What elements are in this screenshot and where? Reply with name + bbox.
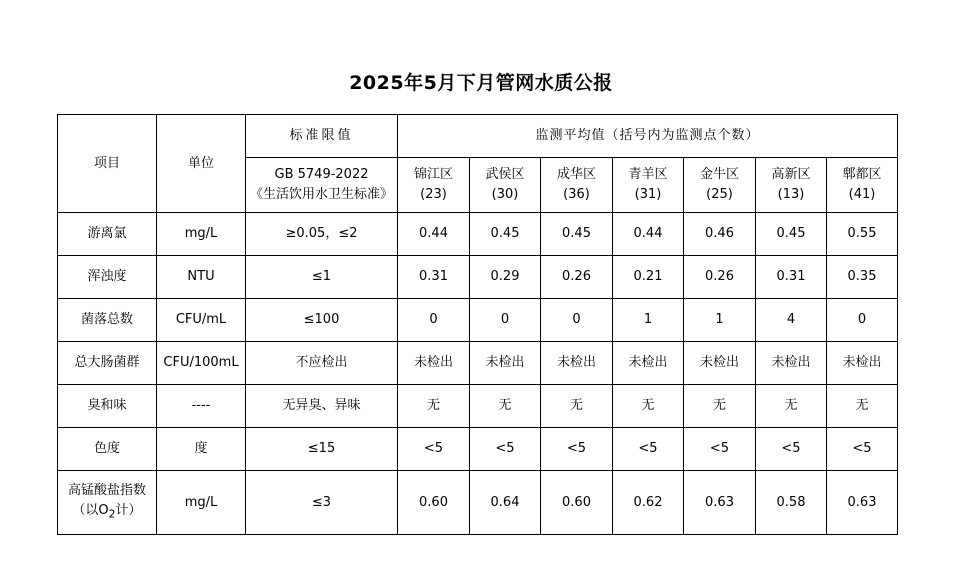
row-value: 无 xyxy=(756,385,827,428)
district-name: 武侯区 xyxy=(485,167,525,182)
row-value: 0.44 xyxy=(613,213,684,256)
row-value: 未检出 xyxy=(613,342,684,385)
row-item: 菌落总数 xyxy=(58,299,157,342)
row-value: 4 xyxy=(756,299,827,342)
district-name: 锦江区 xyxy=(413,167,453,182)
row-limit: ≤15 xyxy=(246,428,398,471)
page-title: 2025年5月下月管网水质公报 xyxy=(349,72,613,94)
table-row xyxy=(58,342,898,385)
table-row xyxy=(58,299,898,342)
row-value: 无 xyxy=(470,385,541,428)
district-name: 高新区 xyxy=(771,167,811,182)
row-value: <5 xyxy=(684,428,756,471)
standard-name: 《生活饮用水卫生标准》 xyxy=(249,187,393,202)
row-value: 无 xyxy=(398,385,470,428)
row-item xyxy=(58,471,157,535)
table-row xyxy=(58,256,898,299)
district-name: 金牛区 xyxy=(699,167,739,182)
row-value: 0.64 xyxy=(470,471,541,535)
district-name: 郫都区 xyxy=(842,167,882,182)
table-row xyxy=(58,428,898,471)
row-value: <5 xyxy=(827,428,898,471)
row-value: 未检出 xyxy=(827,342,898,385)
row-value: 无 xyxy=(684,385,756,428)
row-value: 0.63 xyxy=(827,471,898,535)
district-name: 青羊区 xyxy=(628,167,668,182)
row-value: <5 xyxy=(470,428,541,471)
row-value: <5 xyxy=(613,428,684,471)
row-value: 0.35 xyxy=(827,256,898,299)
row-value: 0.44 xyxy=(398,213,470,256)
water-quality-table xyxy=(57,114,898,535)
row-unit: 度 xyxy=(157,428,246,471)
row-unit: mg/L xyxy=(157,213,246,256)
row-item-note-subscript: 2 xyxy=(108,507,116,521)
row-value: <5 xyxy=(541,428,613,471)
row-value: 0 xyxy=(398,299,470,342)
district-count: (25) xyxy=(706,187,733,202)
row-item-note-suffix: 计） xyxy=(115,502,142,518)
row-value: 0.46 xyxy=(684,213,756,256)
row-value: 未检出 xyxy=(470,342,541,385)
header-unit: 单位 xyxy=(157,115,246,213)
row-value: 无 xyxy=(827,385,898,428)
district-header xyxy=(398,158,470,213)
header-standard: 标准限值 xyxy=(246,115,398,158)
row-item: 色度 xyxy=(58,428,157,471)
row-item: 臭和味 xyxy=(58,385,157,428)
district-header xyxy=(684,158,756,213)
row-limit: ≤1 xyxy=(246,256,398,299)
row-limit: ≤100 xyxy=(246,299,398,342)
row-value: 0.31 xyxy=(398,256,470,299)
row-value: 0.45 xyxy=(756,213,827,256)
row-value: 未检出 xyxy=(541,342,613,385)
row-value: 0.62 xyxy=(613,471,684,535)
row-value: 1 xyxy=(613,299,684,342)
row-value: 0 xyxy=(541,299,613,342)
table-row xyxy=(58,213,898,256)
row-unit: NTU xyxy=(157,256,246,299)
row-value: 0.26 xyxy=(541,256,613,299)
row-value: 无 xyxy=(541,385,613,428)
standard-code: GB 5749-2022 xyxy=(274,167,369,182)
row-value: 0.58 xyxy=(756,471,827,535)
row-item-name: 高锰酸盐指数 xyxy=(67,482,146,498)
district-header xyxy=(470,158,541,213)
table-row xyxy=(58,385,898,428)
row-value: 未检出 xyxy=(398,342,470,385)
row-value: 无 xyxy=(613,385,684,428)
row-limit: 不应检出 xyxy=(246,342,398,385)
district-count: (13) xyxy=(777,187,805,202)
row-unit: CFU/mL xyxy=(157,299,246,342)
row-value: 0.45 xyxy=(541,213,613,256)
district-header xyxy=(827,158,898,213)
row-value: 0 xyxy=(470,299,541,342)
row-value: 0.21 xyxy=(613,256,684,299)
row-value: 0.55 xyxy=(827,213,898,256)
row-value: <5 xyxy=(398,428,470,471)
row-item: 浑浊度 xyxy=(58,256,157,299)
row-value: 0.26 xyxy=(684,256,756,299)
row-limit: ≥0.05，≤2 xyxy=(246,213,398,256)
row-unit: CFU/100mL xyxy=(157,342,246,385)
header-item: 项目 xyxy=(58,115,157,213)
row-unit: ---- xyxy=(157,385,246,428)
header-average: 监测平均值（括号内为监测点个数） xyxy=(398,115,898,158)
district-count: (30) xyxy=(491,187,519,202)
row-unit: mg/L xyxy=(157,471,246,535)
district-name: 成华区 xyxy=(556,167,596,182)
row-value: 0.60 xyxy=(541,471,613,535)
district-count: (41) xyxy=(848,187,876,202)
row-limit: ≤3 xyxy=(246,471,398,535)
row-value: 0.29 xyxy=(470,256,541,299)
row-value: 0.45 xyxy=(470,213,541,256)
row-value: 1 xyxy=(684,299,756,342)
row-item-note-prefix: （以O xyxy=(72,502,109,518)
table-row xyxy=(58,471,898,535)
district-header xyxy=(613,158,684,213)
row-value: 未检出 xyxy=(684,342,756,385)
row-value: 0 xyxy=(827,299,898,342)
row-item: 总大肠菌群 xyxy=(58,342,157,385)
row-value: 0.63 xyxy=(684,471,756,535)
district-header xyxy=(541,158,613,213)
district-count: (36) xyxy=(563,187,590,202)
row-value: 0.60 xyxy=(398,471,470,535)
row-value: <5 xyxy=(756,428,827,471)
header-standard-sub xyxy=(246,158,398,213)
row-limit: 无异臭、异味 xyxy=(246,385,398,428)
district-header xyxy=(756,158,827,213)
row-item-note xyxy=(58,501,156,525)
row-item: 游离氯 xyxy=(58,213,157,256)
district-count: (31) xyxy=(634,187,662,202)
row-value: 未检出 xyxy=(756,342,827,385)
row-value: 0.31 xyxy=(756,256,827,299)
district-count: (23) xyxy=(420,187,447,202)
